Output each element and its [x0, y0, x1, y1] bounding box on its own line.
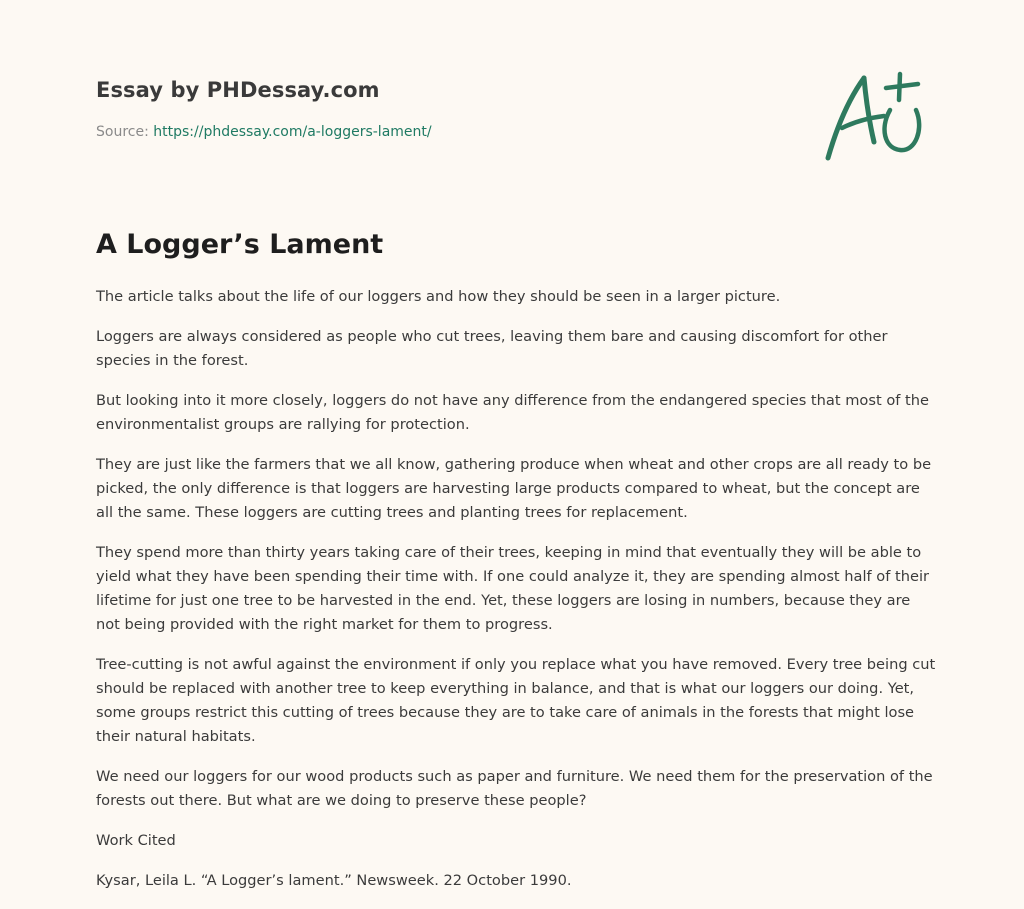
- paragraph: They are just like the farmers that we all know, gathering produce when wheat and other crops are all ready to be picked, the only difference is that loggers are harvesting large products compared to wheat, but the concept are all the same. These loggers are cutting trees and planting trees for replacement.: [96, 456, 932, 521]
- paragraph: The article talks about the life of our loggers and how they should be seen in a larger picture.: [96, 288, 781, 305]
- source-link[interactable]: https://phdessay.com/a-loggers-lament/: [153, 124, 432, 140]
- paragraph: But looking into it more closely, loggers do not have any difference from the endangered species that most of the environmentalist groups are rallying for protection.: [96, 392, 929, 433]
- paragraph: They spend more than thirty years taking care of their trees, keeping in mind that eventually they will be able to yield what they have been spending their time with. If one could analyze it, they are spending almost half of their lifetime for just one tree to be harvested in the end. Yet, these loggers are losing in numbers, because they are not being provided with the right market for them to progress.: [96, 544, 930, 633]
- works-cited-heading: Work Cited: [96, 832, 176, 849]
- paragraph: Loggers are always considered as people who cut trees, leaving them bare and causing discomfort for other species in the forest.: [96, 328, 888, 369]
- site-title: Essay by PHDessay.com: [96, 78, 380, 102]
- essay-body: [96, 285, 936, 909]
- source-line: [96, 122, 796, 142]
- source-label: Source:: [96, 124, 149, 140]
- essay-title: A Logger’s Lament: [96, 229, 384, 260]
- paragraph: We need our loggers for our wood products such as paper and furniture. We need them for the preservation of the forests out there. But what are we doing to preserve these people?: [96, 768, 933, 809]
- document-header: [96, 74, 796, 142]
- paragraph: Tree-cutting is not awful against the environment if only you replace what you have removed. Every tree being cut should be replaced with another tree to keep everything in balance, and that is what our loggers our doing. Yet, some groups restrict this cutting of trees because they are to take care of animals in the forests that might lose their natural habitats.: [96, 656, 936, 745]
- citation: Kysar, Leila L. “A Logger’s lament.” Newsweek. 22 October 1990.: [96, 872, 572, 889]
- a-plus-logo-icon: [822, 70, 928, 166]
